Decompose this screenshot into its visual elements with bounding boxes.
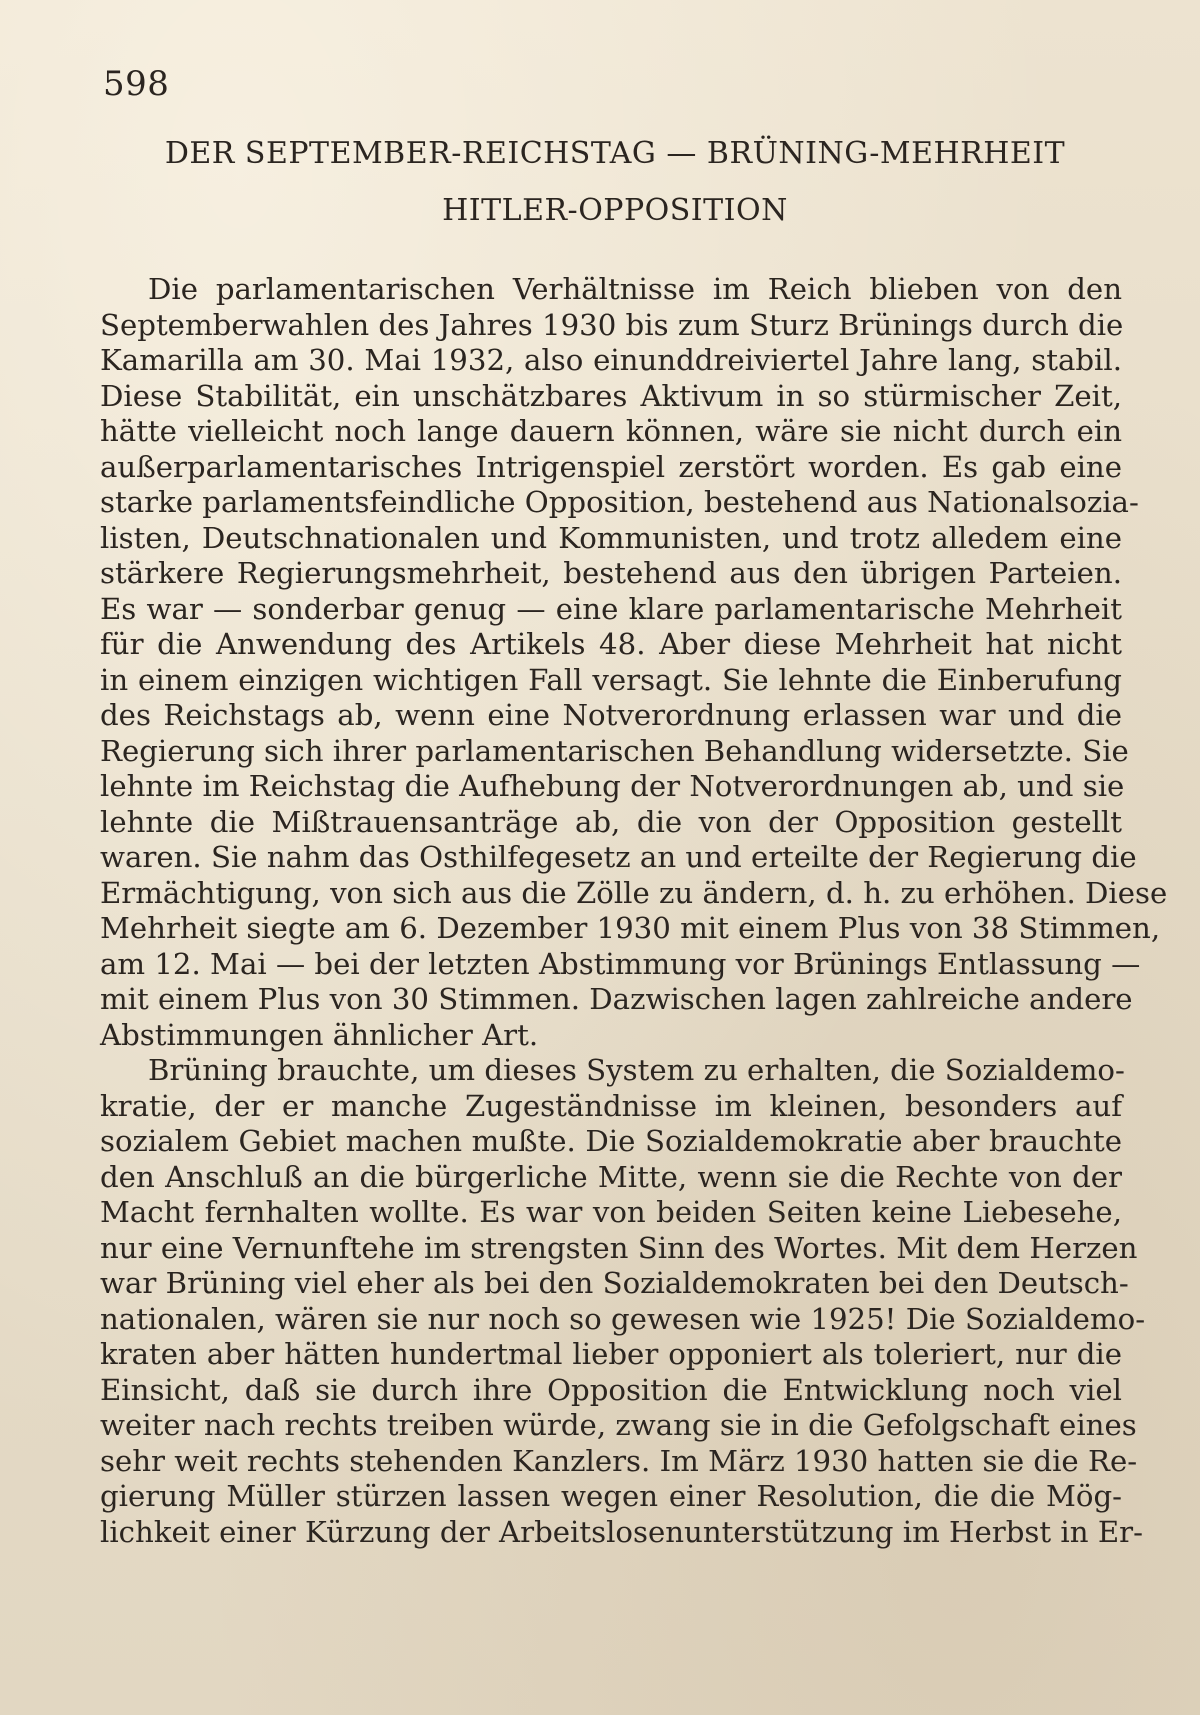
paragraph-1 — [100, 272, 1168, 1053]
text-line: war Brüning viel eher als bei den Sozialdemokraten bei den Deutsch- — [100, 1266, 1129, 1300]
text-line: mit einem Plus von 30 Stimmen. Dazwischen lagen zahlreiche andere — [100, 982, 1133, 1016]
text-line: Es war — sonderbar genug — eine klare parlamentarische Mehrheit — [100, 591, 1122, 626]
text-line: den Anschluß an die bürgerliche Mitte, wenn sie die Rechte von der — [100, 1159, 1122, 1194]
text-line: Diese Stabilität, ein unschätzbares Aktivum in so stürmischer Zeit, — [100, 378, 1122, 413]
text-line: nationalen, wären sie nur noch so gewesen wie 1925! Die Sozialdemo- — [100, 1301, 1146, 1336]
text-line: waren. Sie nahm das Osthilfegesetz an und erteilte der Regierung die — [100, 840, 1137, 874]
text-line: in einem einzigen wichtigen Fall versagt. Sie lehnte die Einberufung — [100, 662, 1122, 697]
text-line: Brüning brauchte, um dieses System zu erhalten, die Sozialdemo- — [148, 1053, 1125, 1087]
text-line: listen, Deutschnationalen und Kommunisten, und trotz alledem eine — [100, 520, 1122, 555]
text-line: hätte vielleicht noch lange dauern können, wäre sie nicht durch ein — [100, 414, 1122, 448]
text-line: sozialem Gebiet machen mußte. Die Sozialdemokratie aber brauchte — [100, 1124, 1122, 1158]
text-line: starke parlamentsfeindliche Opposition, bestehend aus Nationalsozia- — [100, 485, 1139, 519]
text-line: Macht fernhalten wollte. Es war von beiden Seiten keine Liebesehe, — [100, 1195, 1122, 1229]
body-text — [100, 272, 1168, 1550]
text-line: am 12. Mai — bei der letzten Abstimmung vor Brünings Entlassung — — [100, 946, 1141, 981]
text-line: Ermächtigung, von sich aus die Zölle zu ändern, d. h. zu erhöhen. Diese — [100, 875, 1168, 910]
chapter-title-line-2: HITLER-OPPOSITION — [442, 193, 788, 228]
text-line: Mehrheit siegte am 6. Dezember 1930 mit einem Plus von 38 Stimmen, — [100, 911, 1161, 945]
text-line: weiter nach rechts treiben würde, zwang sie in die Gefolgschaft eines — [100, 1408, 1137, 1442]
text-line: lichkeit einer Kürzung der Arbeitslosenunterstützung im Herbst in Er- — [100, 1514, 1143, 1549]
text-line: Die parlamentarischen Verhältnisse im Reich blieben von den — [148, 272, 1122, 306]
text-line: lehnte die Mißtrauensanträge ab, die von der Opposition gestellt — [100, 804, 1122, 839]
text-line: kratie, der er manche Zugeständnisse im kleinen, besonders auf — [100, 1088, 1122, 1123]
text-line: stärkere Regierungsmehrheit, bestehend aus den übrigen Parteien. — [100, 556, 1122, 590]
chapter-title-line-1: DER SEPTEMBER-REICHSTAG — BRÜNING-MEHRHEIT — [164, 136, 1066, 171]
text-line: Abstimmungen ähnlicher Art. — [100, 1017, 539, 1052]
text-line: sehr weit rechts stehenden Kanzlers. Im März 1930 hatten sie die Re- — [100, 1443, 1138, 1478]
text-line: nur eine Vernunftehe im strengsten Sinn des Wortes. Mit dem Herzen — [100, 1230, 1138, 1265]
text-line: des Reichstags ab, wenn eine Notverordnung erlassen war und die — [100, 698, 1122, 732]
text-line: lehnte im Reichstag die Aufhebung der Notverordnungen ab, und sie — [100, 769, 1125, 803]
page-number: 598 — [103, 64, 170, 104]
text-line: Septemberwahlen des Jahres 1930 bis zum Sturz Brünings durch die — [100, 307, 1124, 342]
text-line: außerparlamentarisches Intrigenspiel zerstört worden. Es gab eine — [100, 449, 1122, 484]
text-line: für die Anwendung des Artikels 48. Aber diese Mehrheit hat nicht — [100, 627, 1122, 661]
text-line: kraten aber hätten hundertmal lieber opponiert als toleriert, nur die — [100, 1337, 1122, 1371]
paragraph-2 — [100, 1053, 1146, 1550]
text-line: gierung Müller stürzen lassen wegen einer Resolution, die die Mög- — [100, 1479, 1122, 1513]
text-line: Kamarilla am 30. Mai 1932, also einunddreiviertel Jahre lang, stabil. — [100, 343, 1122, 377]
text-line: Einsicht, daß sie durch ihre Opposition die Entwicklung noch viel — [100, 1372, 1122, 1407]
text-line: Regierung sich ihrer parlamentarischen Behandlung widersetzte. Sie — [100, 733, 1129, 768]
